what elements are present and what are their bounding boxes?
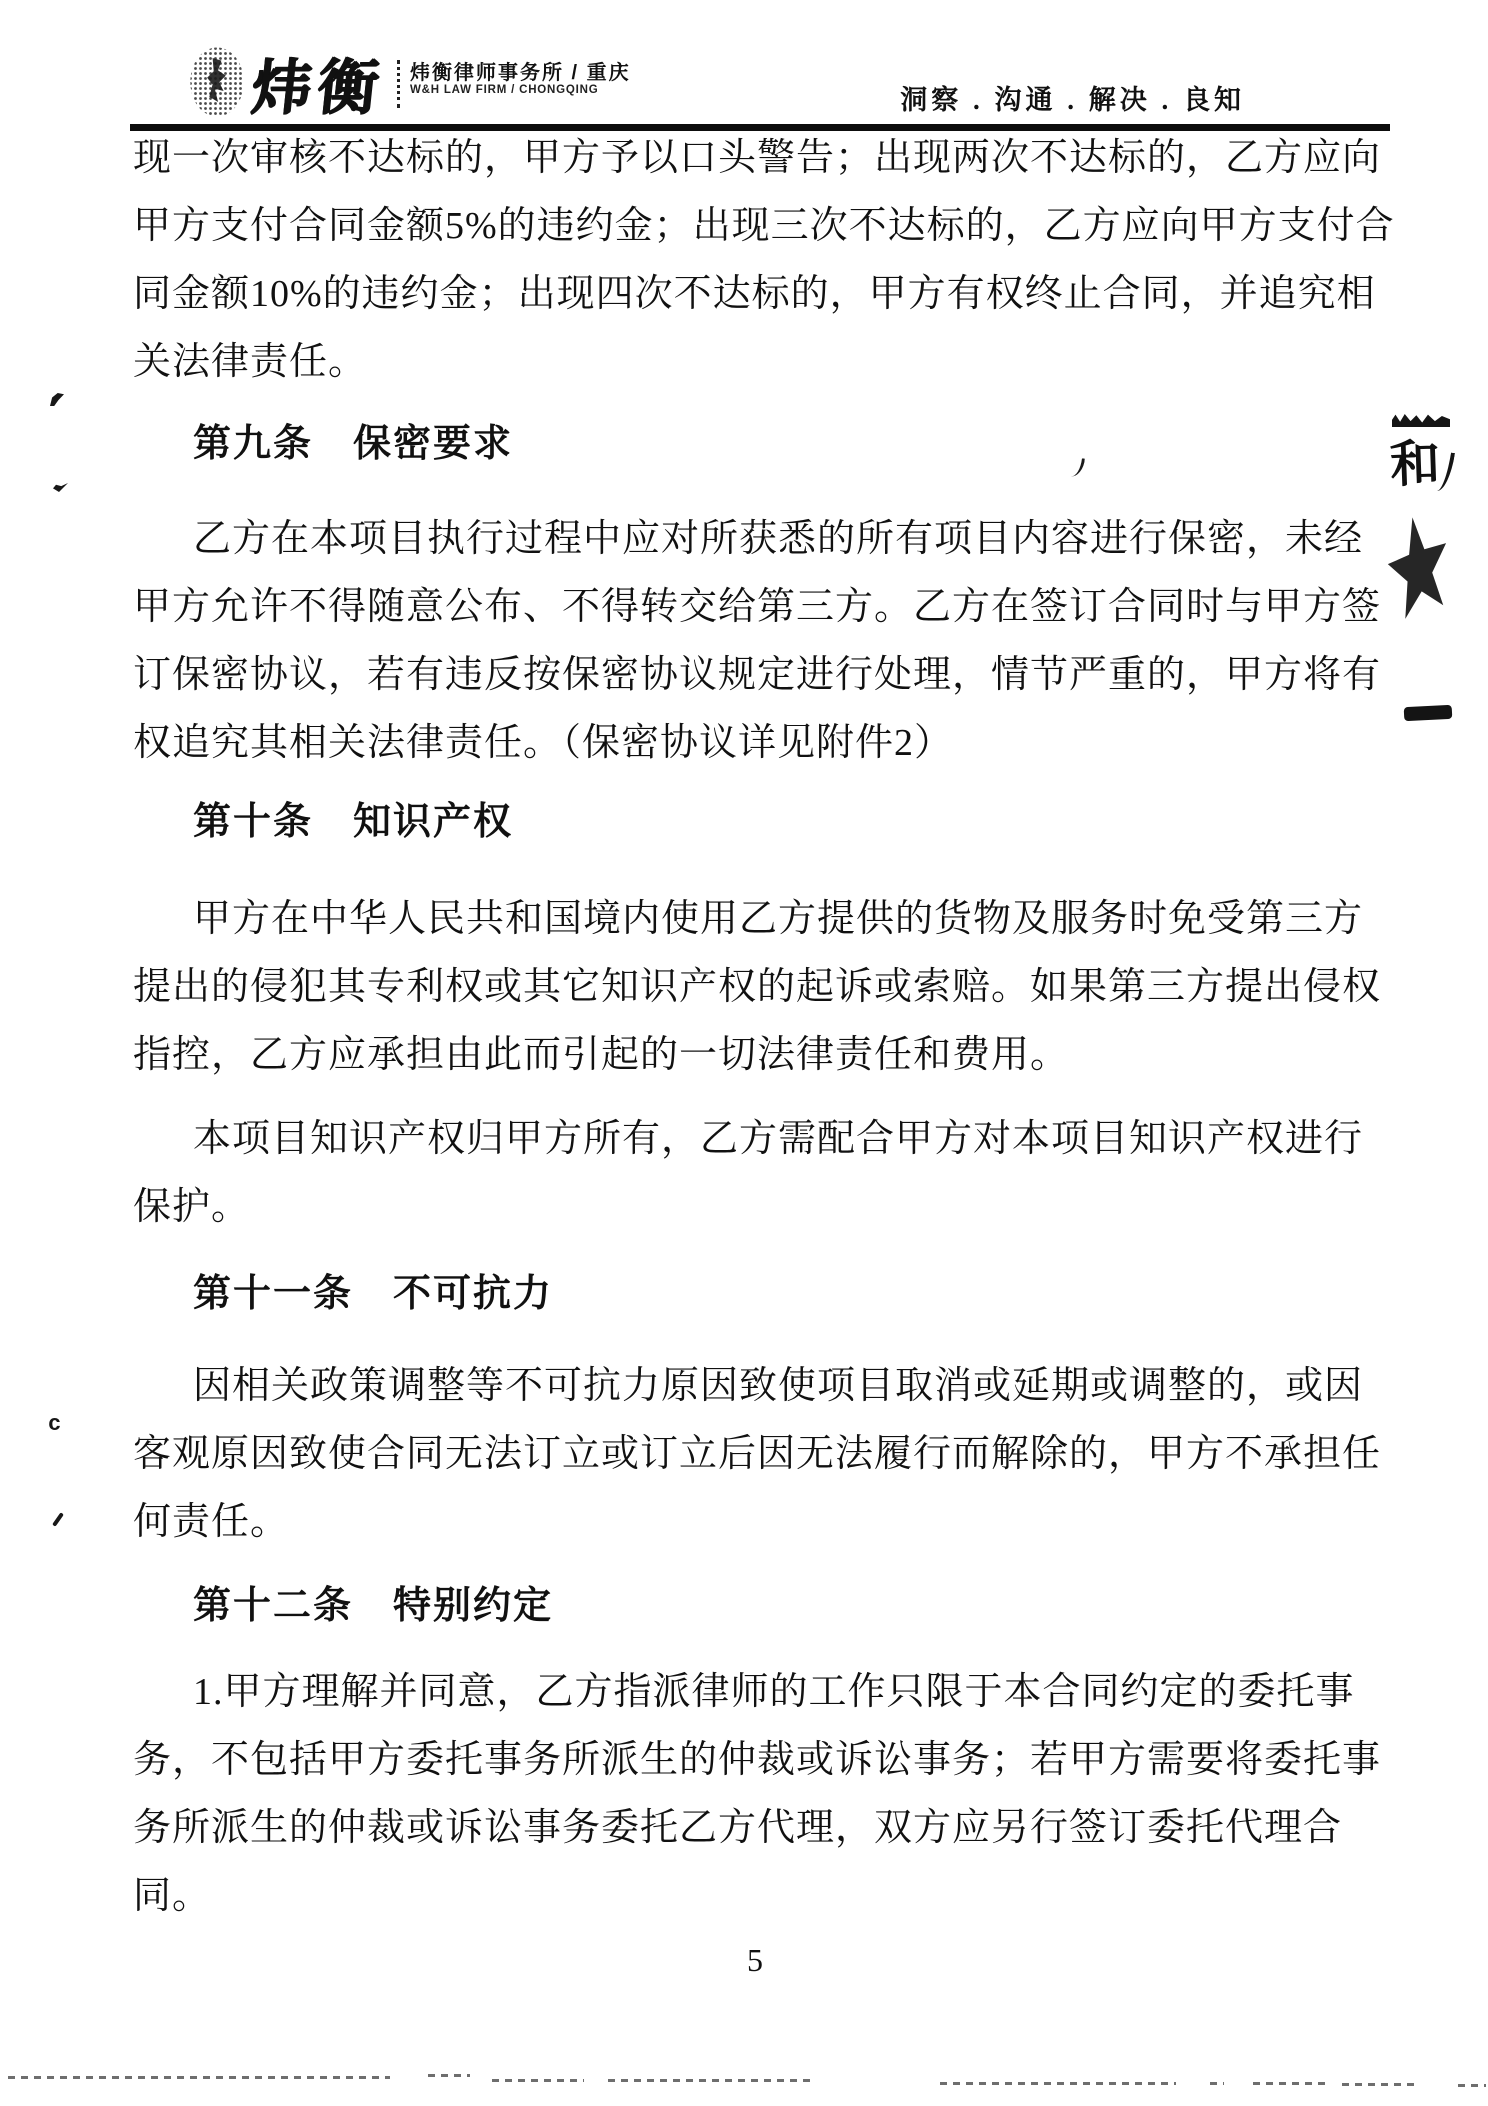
text-line: 甲方允许不得随意公布、不得转交给第三方。乙方在签订合同时与甲方签	[133, 586, 1382, 628]
scan-dash-artifact	[8, 2076, 390, 2079]
seal-fragment-character: 和	[1389, 435, 1442, 493]
paragraph-continuation	[133, 124, 1395, 396]
text-line: 关法律责任。	[133, 341, 368, 383]
document-body	[133, 124, 1395, 1930]
text-line: 指控，乙方应承担由此而引起的一切法律责任和费用。	[133, 1034, 1070, 1076]
text-line: 现一次审核不达标的，甲方予以口头警告；出现两次不达标的，乙方应向	[133, 137, 1382, 179]
text-line: 权追究其相关法律责任。（保密协议详见附件2）	[133, 722, 954, 764]
text-line: 甲方在中华人民共和国境内使用乙方提供的货物及服务时免受第三方	[193, 898, 1364, 940]
text-line: 订保密协议，若有违反按保密协议规定进行处理，情节严重的，甲方将有	[133, 654, 1382, 696]
scan-dash-artifact	[428, 2074, 470, 2077]
text-line: 乙方在本项目执行过程中应对所获悉的所有项目内容进行保密，未经	[193, 518, 1364, 560]
article-10-heading: 第十条 知识产权	[193, 801, 514, 843]
firm-name-english: W&H LAW FIRM / CHONGQING	[410, 84, 599, 96]
article-9-heading: 第九条 保密要求	[193, 423, 514, 465]
text-line: 客观原因致使合同无法订立或订立后因无法履行而解除的，甲方不承担任	[133, 1433, 1382, 1475]
text-line: 同金额10%的违约金；出现四次不达标的，甲方有权终止合同，并追究相	[133, 273, 1376, 315]
article-11-heading: 第十一条 不可抗力	[193, 1273, 554, 1315]
article-11-paragraph	[133, 1352, 1390, 1556]
scan-dash-artifact	[940, 2082, 1176, 2085]
article-12-heading: 第十二条 特别约定	[193, 1585, 554, 1627]
ink-speck	[52, 1512, 64, 1527]
scan-dash-artifact	[1458, 2084, 1486, 2087]
seal-fragment-bar-bottom	[1404, 705, 1453, 721]
text-line: 甲方支付合同金额5%的违约金；出现三次不达标的，乙方应向甲方支付合	[133, 205, 1395, 247]
article-10-paragraph-2	[133, 1105, 1390, 1241]
firm-logo-calligraphy: 炜衡	[248, 55, 387, 121]
article-12-paragraph	[133, 1658, 1390, 1930]
text-line: 1.甲方理解并同意，乙方指派律师的工作只限于本合同约定的委托事	[193, 1671, 1355, 1713]
firm-tagline: 洞察 . 沟通 . 解决 . 良知	[900, 85, 1245, 115]
firm-name-chinese: 炜衡律师事务所 / 重庆	[410, 62, 631, 84]
text-line: 本项目知识产权归甲方所有，乙方需配合甲方对本项目知识产权进行	[193, 1118, 1364, 1160]
article-10-paragraph-1	[133, 885, 1390, 1089]
text-line: 何责任。	[133, 1501, 290, 1543]
article-9-paragraph	[133, 505, 1390, 777]
text-line: 提出的侵犯其专利权或其它知识产权的起诉或索赔。如果第三方提出侵权	[133, 966, 1382, 1008]
scan-dash-artifact	[1210, 2082, 1224, 2085]
ink-speck: c	[48, 1412, 62, 1437]
ink-speck	[50, 393, 64, 406]
logo-separator	[397, 60, 400, 108]
scan-dash-artifact	[1253, 2082, 1325, 2085]
text-line: 务所派生的仲裁或诉讼事务委托乙方代理，双方应另行签订委托代理合	[133, 1807, 1343, 1849]
text-line: 务，不包括甲方委托事务所派生的仲裁或诉讼事务；若甲方需要将委托事	[133, 1739, 1382, 1781]
scan-dash-artifact	[492, 2079, 584, 2082]
text-line: 同。	[133, 1875, 212, 1917]
scan-dash-artifact	[1342, 2083, 1420, 2086]
ink-speck	[53, 483, 68, 492]
seal-star-icon	[1386, 514, 1452, 626]
text-line: 因相关政策调整等不可抗力原因致使项目取消或延期或调整的，或因	[193, 1365, 1364, 1407]
page-number: 5	[747, 1942, 763, 1978]
scan-dash-artifact	[608, 2079, 814, 2082]
text-line: 保护。	[133, 1186, 251, 1228]
